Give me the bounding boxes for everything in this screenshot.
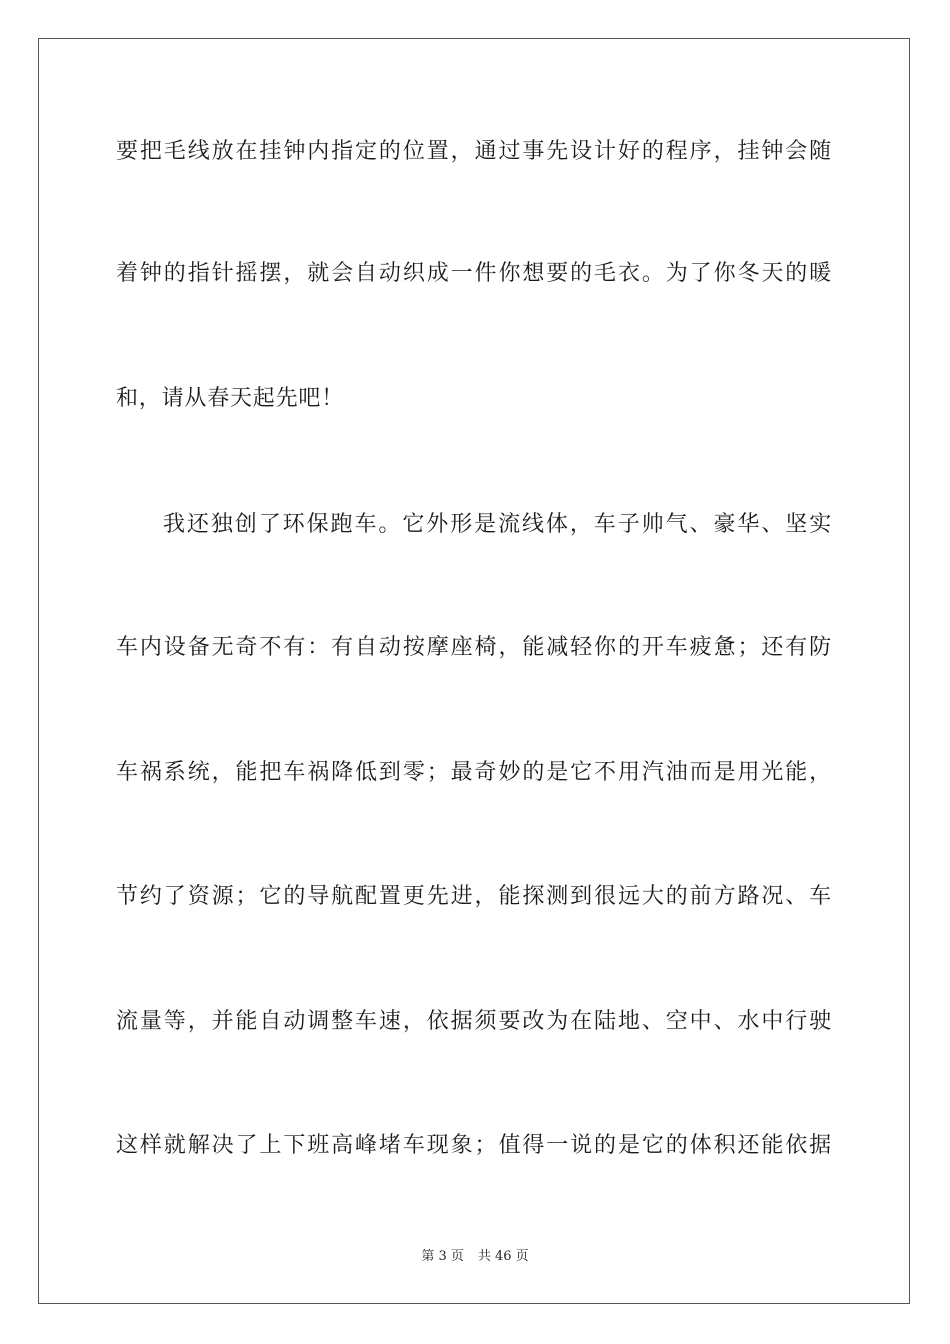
text-line-8: 流量等，并能自动调整车速，依据须要改为在陆地、空中、水中行驶 [116, 1009, 832, 1034]
text-line-4: 我还独创了环保跑车。它外形是流线体，车子帅气、豪华、坚实 [163, 512, 832, 537]
text-line-3: 和，请从春天起先吧！ [116, 386, 345, 411]
text-line-9: 这样就解决了上下班高峰堵车现象；值得一说的是它的体积还能依据 [116, 1133, 832, 1158]
page-total: 共 46 页 [477, 1249, 529, 1264]
text-line-2: 着钟的指针摇摆，就会自动织成一件你想要的毛衣。为了你冬天的暖 [116, 261, 832, 286]
page-footer [0, 1248, 950, 1266]
text-line-1: 要把毛线放在挂钟内指定的位置，通过事先设计好的程序，挂钟会随 [116, 139, 832, 164]
text-line-7: 节约了资源；它的导航配置更先进，能探测到很远大的前方路况、车 [116, 884, 832, 909]
page-number: 第 3 页 [421, 1249, 464, 1264]
page-border [38, 38, 910, 1304]
text-line-5: 车内设备无奇不有：有自动按摩座椅，能减轻你的开车疲惫；还有防 [116, 635, 832, 660]
text-line-6: 车祸系统，能把车祸降低到零；最奇妙的是它不用汽油而是用光能， [116, 760, 832, 785]
